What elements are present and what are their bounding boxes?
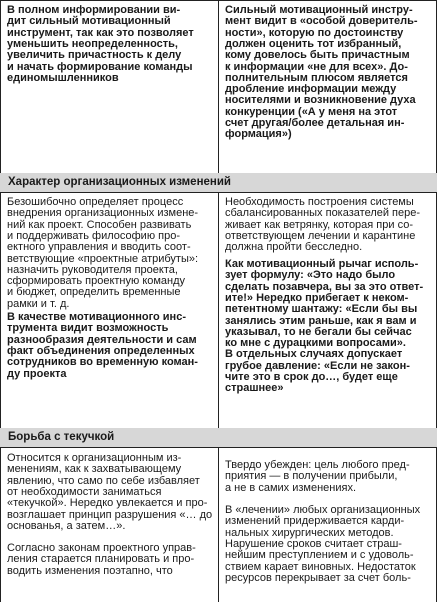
text-line: инструмент, так как это позволяет bbox=[7, 26, 194, 39]
text-line: петентному шантажу: «Если бы вы bbox=[225, 303, 418, 316]
section-title: Характер организационных изменений bbox=[8, 176, 231, 188]
text-line: занялись этим раньше, как я вам и bbox=[225, 314, 417, 327]
text-line: ствием карает виновных. Недостаток bbox=[225, 560, 416, 573]
text-line: Необходимость построения системы bbox=[225, 196, 414, 208]
text-line: Относится к организационным из- bbox=[7, 452, 182, 464]
text-line: увеличить причастность к делу bbox=[7, 49, 182, 62]
text-line: основанья, а затем…». bbox=[7, 519, 126, 532]
text-line: сотрудников во временную коман- bbox=[7, 356, 198, 369]
text-line: страшнее» bbox=[225, 382, 284, 395]
row-divider bbox=[0, 447, 437, 448]
text-line: ления старается планировать и про- bbox=[7, 553, 195, 566]
text-line: ко мне с дурацкими вопросами». bbox=[225, 337, 406, 350]
column-divider bbox=[218, 0, 219, 173]
text-line: разнообразия деятельности и сам bbox=[7, 333, 197, 346]
text-line: назначить руководителя проекта, bbox=[7, 263, 178, 276]
text-line: дит сильный мотивационный bbox=[7, 15, 171, 28]
text-line: Сильный мотивационный инстру- bbox=[225, 4, 413, 16]
text-line: Безошибочно определяет процесс bbox=[7, 196, 184, 208]
text-line: ности», которую по достоинству bbox=[225, 26, 404, 39]
text-line: зует формулу: «Это надо было bbox=[225, 269, 396, 282]
text-line: Согласно законам проектного управ- bbox=[7, 542, 196, 554]
text-line: единомышленников bbox=[7, 71, 119, 84]
text-line: конкуренции («А у меня на этот bbox=[225, 105, 398, 118]
text-line: от необходимости заниматься bbox=[7, 485, 162, 498]
text-line: уменьшить неопределенность, bbox=[7, 37, 178, 50]
text-line: указывал, то не бегали бы сейчас bbox=[225, 325, 412, 338]
text-line: «текучкой». Нередко увлекается и про- bbox=[7, 497, 208, 510]
text-line: нейшим преступлением и с удоволь- bbox=[225, 549, 414, 562]
text-line: к информации «не для всех». До- bbox=[225, 60, 408, 73]
text-line: носителями и возникновение духа bbox=[225, 94, 416, 107]
table-border-left bbox=[0, 0, 1, 602]
text-line: счет другая/более детальная ин- bbox=[225, 117, 405, 129]
column-divider bbox=[218, 447, 219, 602]
text-line: сбалансированных показателей пере- bbox=[225, 207, 421, 220]
text-line: ите!» Нередко прибегает к неком- bbox=[225, 291, 409, 304]
text-line: факт объединения определенных bbox=[7, 344, 195, 357]
text-line: дробление информации между bbox=[225, 83, 397, 96]
text-line: чите это в срок до…, будет еще bbox=[225, 371, 398, 383]
text-line: и поддерживать философию про- bbox=[7, 229, 180, 242]
column-divider bbox=[218, 192, 219, 428]
text-line: полнительным плюсом является bbox=[225, 71, 408, 84]
text-line: сформировать проектную команду bbox=[7, 275, 186, 288]
text-line: ответствующем лечении и карантине bbox=[225, 229, 416, 242]
text-line: возглашает принцип разрушения «… до bbox=[7, 508, 213, 521]
text-line: живает как ветрянку, которая при со- bbox=[225, 218, 413, 231]
text-line: Как мотивационный рычаг исполь- bbox=[225, 258, 419, 270]
section-header bbox=[0, 173, 437, 192]
text-line: В качестве мотивационного инс- bbox=[7, 311, 186, 323]
section-header bbox=[0, 428, 437, 447]
text-line: и бюджет, определить временные bbox=[7, 286, 181, 299]
text-line: явлению, что само по себе избавляет bbox=[7, 474, 200, 487]
text-line: и начать формирование команды bbox=[7, 60, 193, 73]
text-line: ветствующие «проектные атрибуты»: bbox=[7, 252, 199, 265]
text-line: ресурсов перекрывает за счет боль- bbox=[225, 571, 411, 584]
text-line: должен оценить тот избранный, bbox=[225, 37, 402, 50]
text-line: внедрения организационных измене- bbox=[7, 207, 199, 220]
text-line: а не в самих изменениях. bbox=[225, 481, 356, 494]
text-line: В отдельных случаях допускает bbox=[225, 348, 403, 361]
text-line: Твердо убежден: цель любого пред- bbox=[225, 459, 410, 471]
text-line: ний как проект. Способен развивать bbox=[7, 218, 192, 231]
text-line: менениям, как к захватывающему bbox=[7, 463, 182, 476]
text-line: водить изменения поэтапно, что bbox=[7, 564, 173, 577]
text-line: ду проекта bbox=[7, 367, 67, 380]
text-line: В «лечении» любых организационных bbox=[225, 504, 421, 516]
text-line: грубое давление: «Если не закон- bbox=[225, 359, 410, 372]
text-line: Нарушение сроков считает страш- bbox=[225, 537, 402, 550]
text-line: кому довелось быть причастным bbox=[225, 49, 410, 62]
section-title: Борьба с текучкой bbox=[8, 431, 115, 443]
text-line: изменений придерживается карди- bbox=[225, 515, 405, 528]
text-line: ектного управления и вводить соот- bbox=[7, 241, 191, 254]
text-line: формация») bbox=[225, 128, 292, 141]
text-line: сделать позавчера, вы за это ответ- bbox=[225, 280, 424, 293]
text-line: трумента видит возможность bbox=[7, 322, 169, 335]
row-divider bbox=[0, 0, 437, 1]
text-line: В полном информировании ви- bbox=[7, 4, 181, 16]
text-line: мент видит в «особой доверитель- bbox=[225, 15, 418, 28]
text-line: нальных хирургических методов. bbox=[225, 526, 394, 539]
text-line: приятия — в получении прибыли, bbox=[225, 470, 398, 483]
row-divider bbox=[0, 192, 437, 193]
text-line: должна пройти бесследно. bbox=[225, 241, 363, 254]
text-line: рамки и т. д. bbox=[7, 297, 70, 310]
